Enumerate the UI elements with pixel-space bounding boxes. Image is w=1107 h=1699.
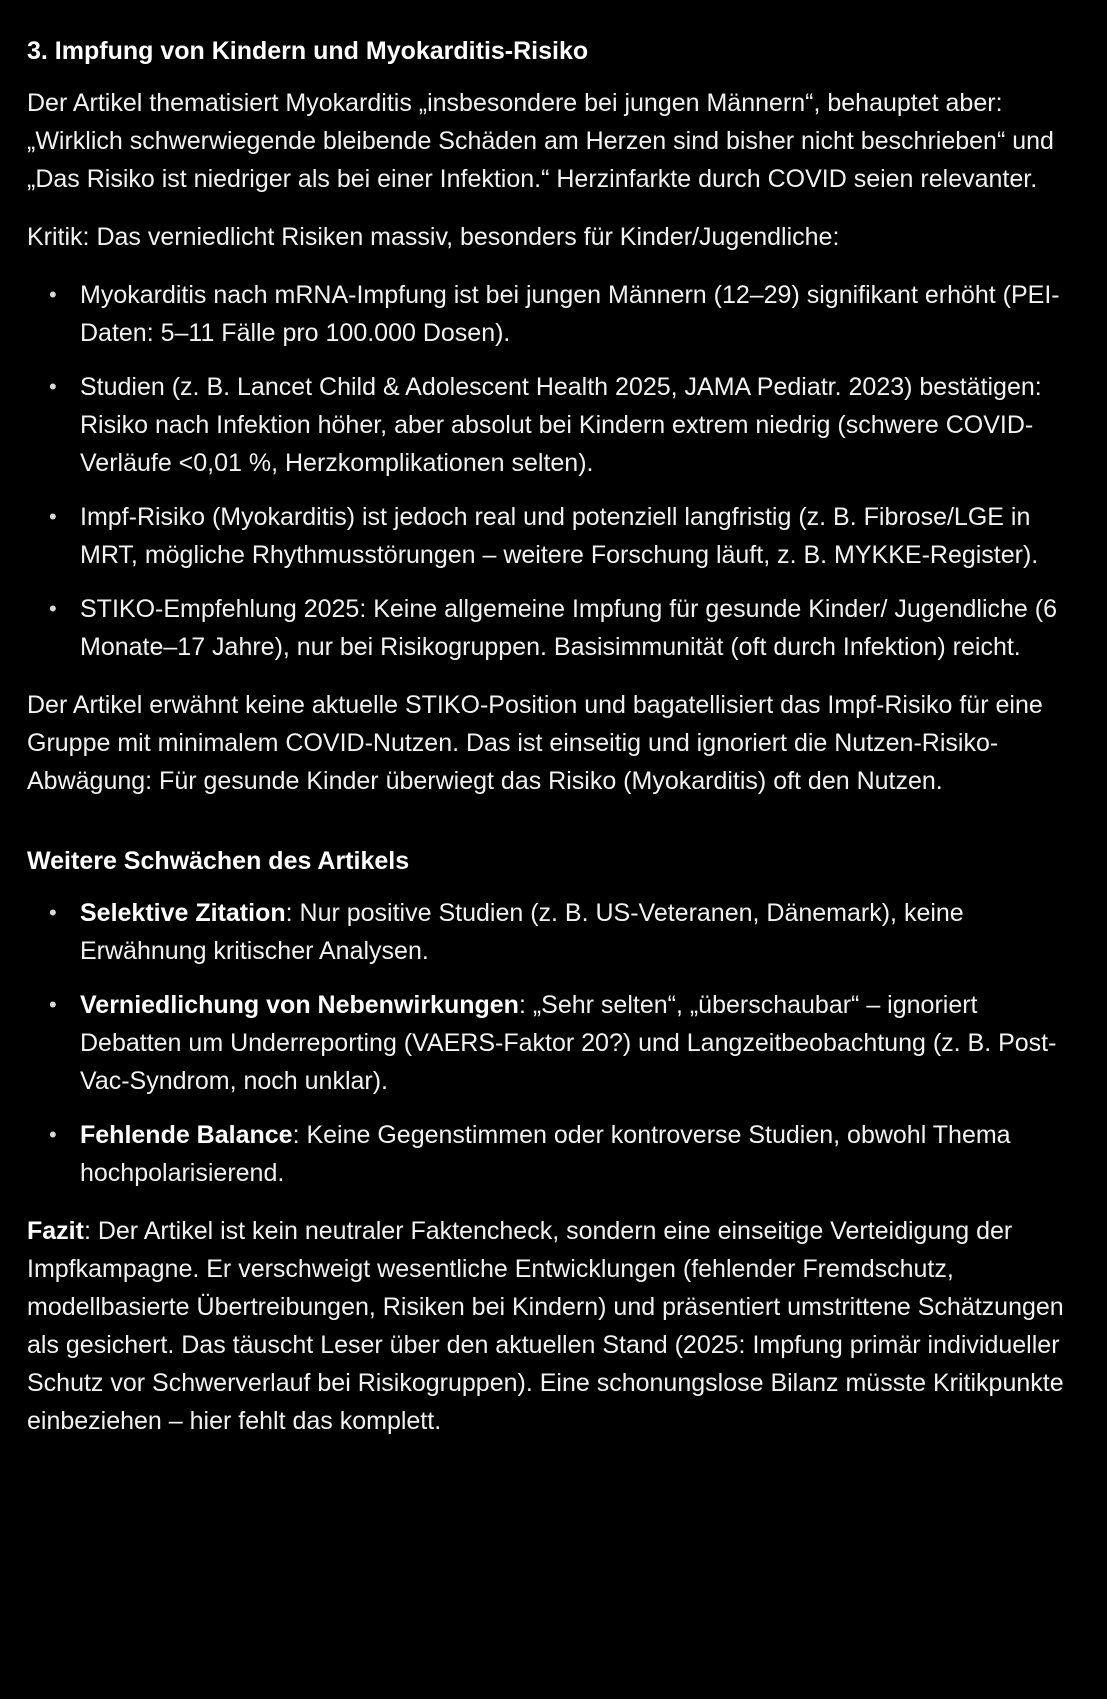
list-item-term: Selektive Zitation (80, 899, 286, 927)
list-item-text: Myokarditis nach mRNA-Impfung ist bei jungen Männern (12–29) signifikant erhöht (PEI-Daten: 5–11 Fälle pro 100.000 Dosen). (80, 281, 1060, 347)
conclusion-term: Fazit (27, 1217, 84, 1245)
bullet-icon: • (49, 992, 57, 1017)
paragraph-stiko-summary: Der Artikel erwähnt keine aktuelle STIKO-Position und bagatellisiert das Impf-Risiko für eine Gruppe mit minimalem COVID-Nutzen. Das ist einseitig und ignoriert die Nutzen-Risiko-Abwägung: Für gesunde Kinder überwiegt das Risiko (Myokarditis) oft den Nutzen. (27, 691, 1043, 795)
weaknesses-bullet-list (27, 894, 1081, 1192)
bullet-icon: • (49, 596, 57, 621)
conclusion-text: : Der Artikel ist kein neutraler Faktencheck, sondern eine einseitige Verteidigung der Impfkampagne. Er verschweigt wesentliche Entwicklungen (fehlender Fremdschutz, modellbasierte Übertreibungen, Risiken bei Kindern) und präsentiert umstrittene Schätzungen als gesichert. Das täuscht Leser über den aktuellen Stand (2025: Impfung primär individueller Schutz vor Schwerverlauf bei Risikogruppen). Eine schonungslose Bilanz müsste Kritikpunkte einbeziehen – hier fehlt das komplett. (27, 1217, 1064, 1435)
section-heading-weaknesses: Weitere Schwächen des Artikels (27, 847, 410, 875)
list-item (27, 368, 1081, 482)
list-item (27, 1116, 1081, 1192)
list-item (27, 498, 1081, 574)
list-item (27, 894, 1081, 970)
list-item-text: Impf-Risiko (Myokarditis) ist jedoch real und potenziell langfristig (z. B. Fibrose/LGE in MRT, mögliche Rhythmusstörungen – weitere Forschung läuft, z. B. MYKKE-Register). (80, 503, 1039, 569)
bullet-icon: • (49, 282, 57, 307)
list-item (27, 986, 1081, 1100)
bullet-icon: • (49, 374, 57, 399)
bullet-icon: • (49, 900, 57, 925)
list-item-text: : Nur positive Studien (z. B. US-Veteranen, Dänemark), keine Erwähnung kritischer Analysen. (80, 899, 964, 965)
paragraph-myocarditis-claim: Der Artikel thematisiert Myokarditis „insbesondere bei jungen Männern“, behauptet aber: „Wirklich schwerwiegende bleibende Schäden am Herzen sind bisher nicht beschrieben“ und „Das Risiko ist niedriger als bei einer Infektion.“ Herzinfarkte durch COVID seien relevanter. (27, 89, 1054, 193)
bullet-icon: • (49, 504, 57, 529)
bullet-icon: • (49, 1122, 57, 1147)
paragraph-conclusion (27, 1212, 1081, 1440)
list-item-text: : Keine Gegenstimmen oder kontroverse Studien, obwohl Thema hochpolarisierend. (80, 1121, 1011, 1187)
list-item-term: Verniedlichung von Nebenwirkungen (80, 991, 519, 1019)
list-item-term: Fehlende Balance (80, 1121, 293, 1149)
list-item-text: : „Sehr selten“, „überschaubar“ – ignoriert Debatten um Underreporting (VAERS-Faktor 20?) und Langzeitbeobachtung (z. B. Post-Vac-Syndrom, noch unklar). (80, 991, 1057, 1095)
list-item-text: Studien (z. B. Lancet Child & Adolescent Health 2025, JAMA Pediatr. 2023) bestätigen: Risiko nach Infektion höher, aber absolut bei Kindern extrem niedrig (schwere COVID-Verläufe <0,01 %, Herzkomplikationen selten). (80, 373, 1042, 477)
list-item (27, 276, 1081, 352)
list-item (27, 590, 1081, 666)
list-item-text: STIKO-Empfehlung 2025: Keine allgemeine Impfung für gesunde Kinder/ Jugendliche (6 Monate–17 Jahre), nur bei Risikogruppen. Basisimmunität (oft durch Infektion) reicht. (80, 595, 1057, 661)
paragraph-critique-intro: Kritik: Das verniedlicht Risiken massiv, besonders für Kinder/Jugendliche: (27, 223, 840, 251)
section-heading-vaccination-children: 3. Impfung von Kindern und Myokarditis-Risiko (27, 37, 589, 65)
critique-bullet-list (27, 276, 1081, 666)
